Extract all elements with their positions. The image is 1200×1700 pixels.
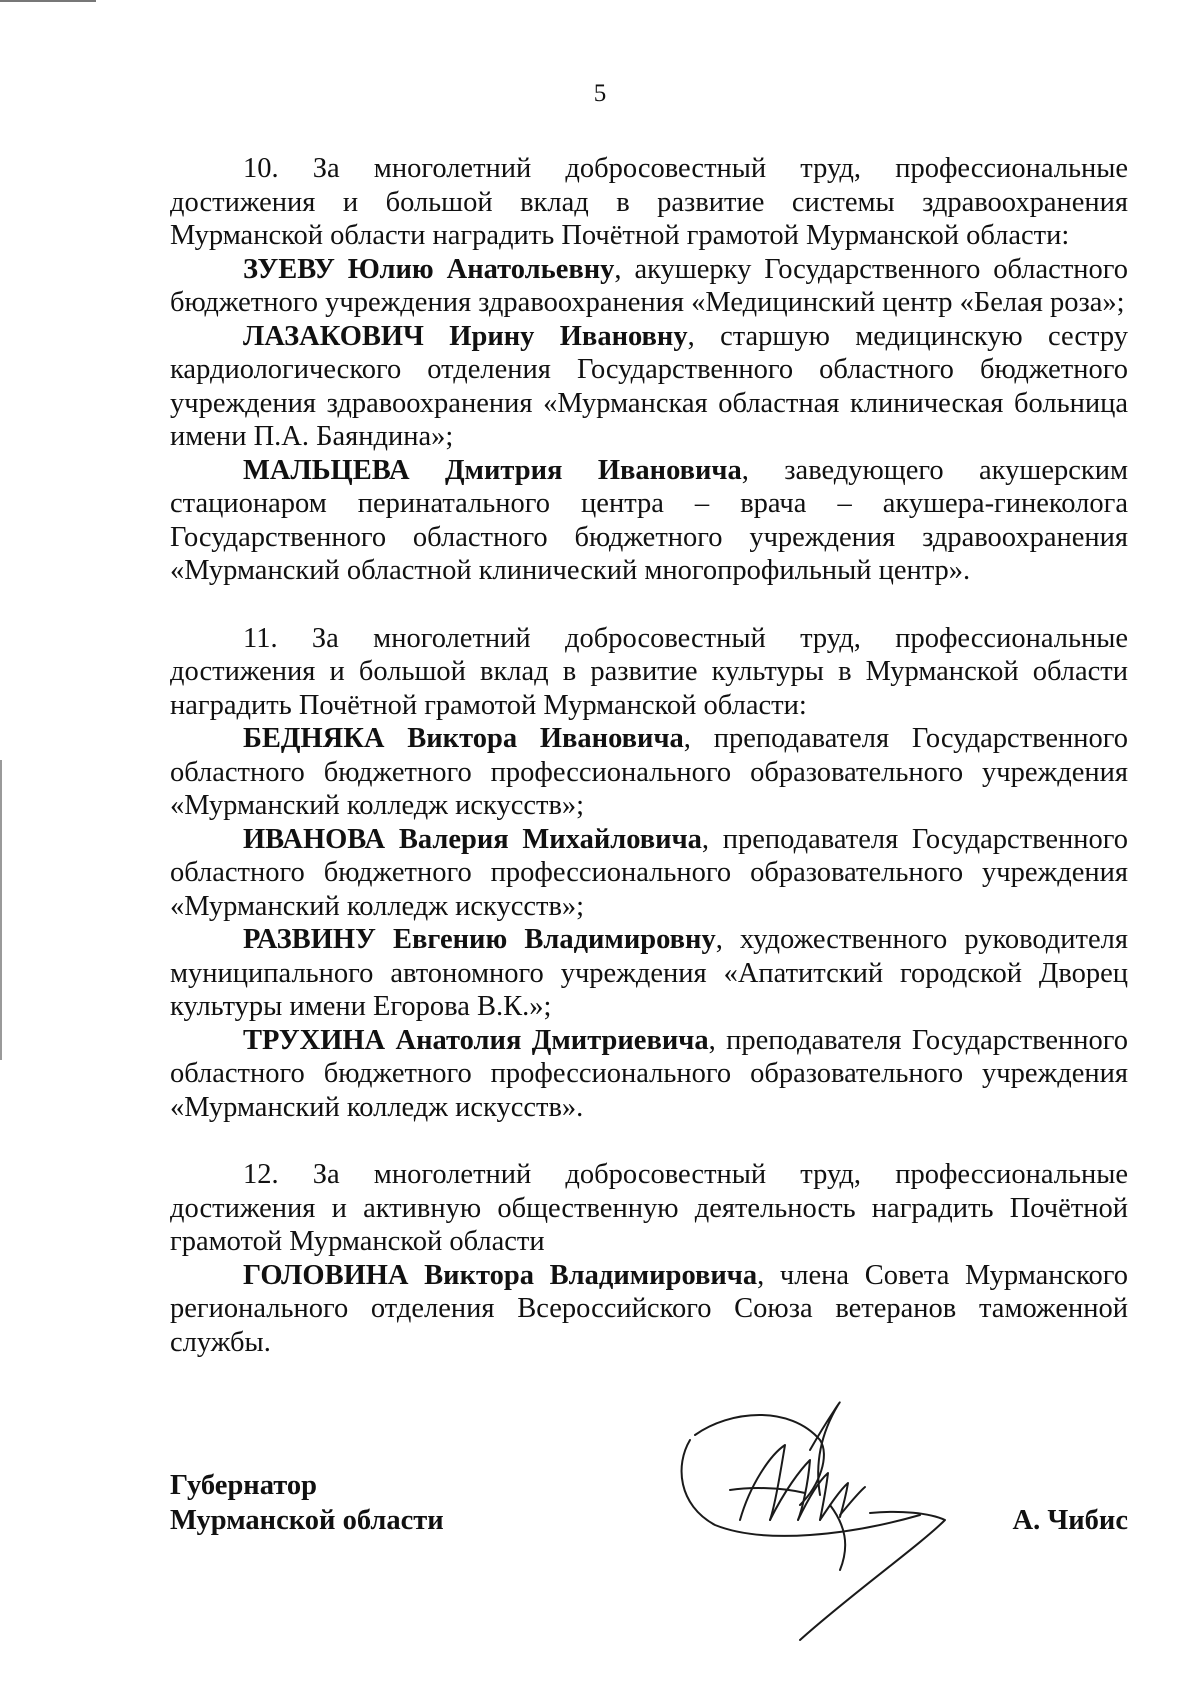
- page-number: 5: [593, 80, 607, 107]
- signatory-title-line: Мурманской области: [170, 1505, 444, 1536]
- awardee-name: ЗУЕВУ Юлию Анатольевну: [243, 253, 615, 285]
- paragraph-text: , заведующего акушерским стационаром перинатального центра – врача – акушера-гинеколога Государственного областного бюджетного учреждения здравоохранения «Мурманский областной клинический многопрофильный центр».: [170, 454, 1129, 586]
- paragraph: [170, 923, 1128, 1024]
- paragraph: [170, 454, 1128, 588]
- paragraph-text: 10. За многолетний добросовестный труд, профессиональные достижения и большой вклад в развитие системы здравоохранения Мурманской области наградить Почётной грамотой Мурманской области:: [170, 153, 1128, 251]
- paragraph: [170, 622, 1128, 723]
- awardee-name: МАЛЬЦЕВА Дмитрия Ивановича: [243, 454, 742, 486]
- paragraph-text: , художественного руководителя муниципального автономного учреждения «Апатитский городской Дворец культуры имени Егорова В.К.»;: [170, 924, 1128, 1022]
- paragraph: [170, 152, 1128, 253]
- scan-edge-mark-left: [0, 760, 2, 1060]
- signatory-name: А. Чибис: [1012, 1505, 1128, 1536]
- scan-edge-mark-top: [0, 0, 96, 2]
- paragraph-text: , преподавателя Государственного областного бюджетного профессионального образовательного учреждения «Мурманский колледж искусств»;: [170, 723, 1128, 821]
- paragraph: [170, 1259, 1128, 1360]
- paragraph: [170, 1158, 1128, 1259]
- handwritten-signature: [670, 1395, 1000, 1655]
- paragraph-text: , акушерку Государственного областного бюджетного учреждения здравоохранения «Медицинский центр «Белая роза»;: [170, 253, 1129, 318]
- section-10: [170, 152, 1128, 588]
- paragraph: [170, 253, 1128, 320]
- signatory-title: [170, 1468, 444, 1538]
- section-12: [170, 1158, 1128, 1359]
- paragraph-text: , преподавателя Государственного областного бюджетного профессионального образовательного учреждения «Мурманский колледж искусств»;: [170, 823, 1128, 922]
- awardee-name: ГОЛОВИНА Виктора Владимировича: [243, 1259, 758, 1291]
- paragraph-text: 12. За многолетний добросовестный труд, профессиональные достижения и активную общественную деятельность наградить Почётной грамотой Мурманской области: [170, 1159, 1128, 1257]
- paragraph-text: 11. За многолетний добросовестный труд, профессиональные достижения и большой вклад в развитие культуры в Мурманской области наградить Почётной грамотой Мурманской области:: [170, 622, 1128, 721]
- document-body: [170, 152, 1128, 1393]
- paragraph: [170, 320, 1128, 454]
- awardee-name: ЛАЗАКОВИЧ Ирину Ивановну: [243, 320, 688, 352]
- paragraph: [170, 823, 1128, 924]
- awardee-name: РАЗВИНУ Евгению Владимировну: [243, 924, 716, 955]
- paragraph-text: , преподавателя Государственного областного бюджетного профессионального образовательного учреждения «Мурманский колледж искусств».: [170, 1024, 1128, 1123]
- awardee-name: БЕДНЯКА Виктора Ивановича: [243, 723, 684, 754]
- signatory-title-line: Губернатор: [170, 1470, 317, 1501]
- awardee-name: ИВАНОВА Валерия Михайловича: [243, 823, 702, 855]
- paragraph-text: , старшую медицинскую сестру кардиологического отделения Государственного областного бюджетного учреждения здравоохранения «Мурманская областная клиническая больница имени П.А. Баяндина»;: [170, 320, 1128, 452]
- paragraph: [170, 1024, 1128, 1125]
- paragraph: [170, 722, 1128, 823]
- section-11: [170, 622, 1128, 1125]
- awardee-name: ТРУХИНА Анатолия Дмитриевича: [243, 1024, 709, 1056]
- paragraph-text: , члена Совета Мурманского регионального отделения Всероссийского Союза ветеранов таможенной службы.: [170, 1259, 1128, 1358]
